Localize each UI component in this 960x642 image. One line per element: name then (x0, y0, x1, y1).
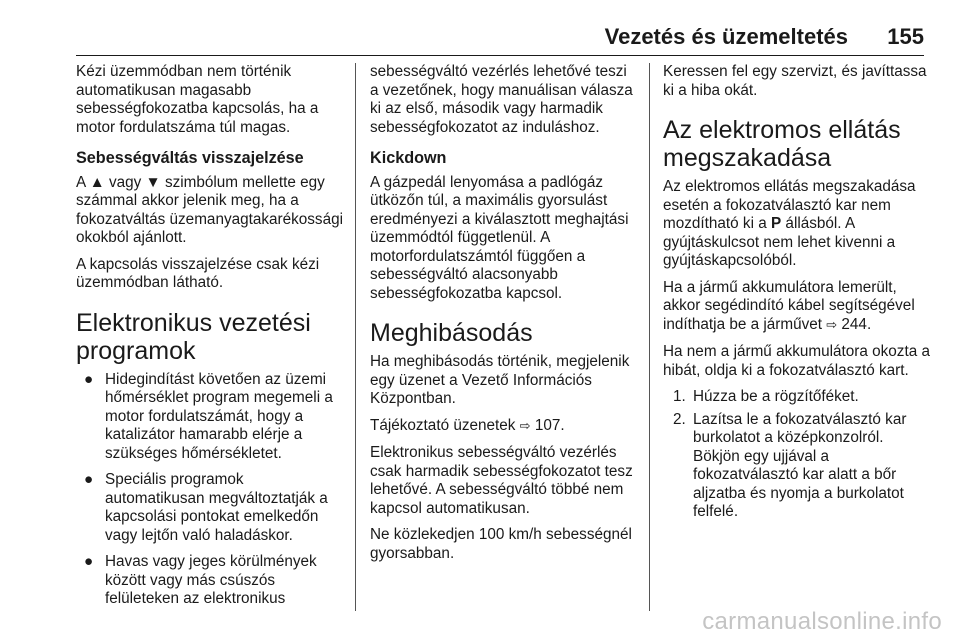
section-heading-kickdown: Kickdown (370, 149, 447, 167)
section-heading-fault: Meghibásodás (370, 319, 533, 347)
text-run: Ha a jármű akkumulátora lemerült, akkor segédindító kábel segítségével indíthatja be a járművet (663, 278, 915, 333)
paragraph: Ne közlekedjen 100 km/h sebességnél gyorsabban. (370, 526, 632, 562)
list-item-text: Hidegindítást követően az üzemi hőmérséklet program megemeli a motor fordulatszámát, hogy a katalizátor hamarabb elérje a szükséges hőmérsékletet. (105, 370, 333, 462)
header-rule (76, 55, 924, 56)
section-heading-power-interruption: Az elektromos ellátás megszakadása (663, 116, 901, 172)
bullet-icon: ● (84, 553, 94, 570)
step-number: 2. (673, 410, 686, 428)
step-number: 1. (673, 388, 686, 405)
text-run: 244. (837, 315, 872, 333)
paragraph: A kapcsolás visszajelzése csak kézi üzemmódban látható. (76, 255, 320, 291)
paragraph (370, 417, 638, 437)
list-item (663, 388, 933, 407)
list-item-text: Speciális programok automatikusan megváltoztatják a kapcsolási pontokat emelkedőn vagy lejtőn való haladáskor. (105, 471, 328, 544)
section-heading-driving-programs: Elektronikus vezetési programok (76, 308, 311, 365)
paragraph (663, 178, 933, 271)
section-heading-shift-indicator: Sebességváltás visszajelzése (76, 149, 304, 167)
paragraph: Keressen fel egy szervizt, és javíttassa ki a hiba okát. (663, 63, 927, 99)
paragraph: sebességváltó vezérlés lehetővé teszi a vezetőnek, hogy manuálisan válasza ki az első, második vagy harmadik sebességfokozatot az induláshoz. (370, 63, 633, 136)
bullet-list (76, 371, 344, 609)
column-3 (663, 63, 933, 526)
bullet-icon: ● (84, 370, 94, 388)
paragraph: A ▲ vagy ▼ szimbólum mellette egy számmal akkor jelenik meg, ha a fokozatváltás üzemanyagtakarékossági okokból ajánlott. (76, 173, 343, 246)
column-divider-1 (355, 63, 356, 611)
list-item (76, 553, 344, 609)
page-reference-icon: ⇨ (519, 418, 531, 434)
paragraph: Elektronikus sebességváltó vezérlés csak harmadik sebességfokozatot tesz lehetővé. A sebességváltó többé nem kapcsol automatikusan. (370, 444, 633, 517)
watermark: carmanualsonline.info (702, 608, 942, 635)
bullet-icon: ● (84, 471, 94, 488)
page-reference-icon: ⇨ (826, 317, 838, 333)
paragraph: A gázpedál lenyomása a padlógáz ütközőn túl, a maximális gyorsulást eredményezi a kiválasztott meghajtási üzemmódtól függetlenül. A motorfordulatszámtól függően a sebességváltó alacsonyabb sebességfokozatba kapcsol. (370, 173, 629, 302)
text-run: 107. (530, 416, 565, 434)
text-run: Tájékoztató üzenetek (370, 416, 520, 434)
list-item (76, 371, 344, 464)
column-2 (370, 63, 638, 571)
step-text: Húzza be a rögzítőféket. (693, 388, 859, 405)
list-item (76, 471, 344, 545)
page-title: Vezetés és üzemeltetés (604, 24, 848, 49)
list-item (663, 411, 933, 522)
page-header (0, 0, 960, 56)
text-run: állásból. A gyújtáskulcsot nem lehet kivenni a gyújtáskapcsolóból. (663, 215, 896, 269)
list-item-text: Havas vagy jeges körülmények között vagy más csúszós felületeken az elektronikus (105, 553, 317, 607)
paragraph (663, 279, 933, 336)
paragraph: Kézi üzemmódban nem történik automatikusan magasabb sebességfokozatba kapcsolás, ha a motor fordulatszáma túl magas. (76, 63, 319, 136)
gear-position-p: P (770, 215, 782, 232)
page-number: 155 (887, 24, 924, 49)
column-divider-2 (649, 63, 650, 611)
paragraph: Ha nem a jármű akkumulátora okozta a hibát, oldja ki a fokozatválasztó kart. (663, 343, 930, 379)
paragraph: Ha meghibásodás történik, megjelenik egy üzenet a Vezető Információs Központban. (370, 353, 630, 407)
text-run: Az elektromos ellátás megszakadása esetén a fokozatválasztó kar nem mozdítható ki a (663, 178, 916, 232)
step-text: Lazítsa le a fokozatválasztó kar burkolatot a középkonzolról. Bökjön egy ujjával a fokozatválasztó kar alatt a bőr aljzatba és nyomja a burkolatot felfelé. (693, 410, 907, 520)
column-1 (76, 63, 344, 617)
step-list (663, 388, 933, 522)
